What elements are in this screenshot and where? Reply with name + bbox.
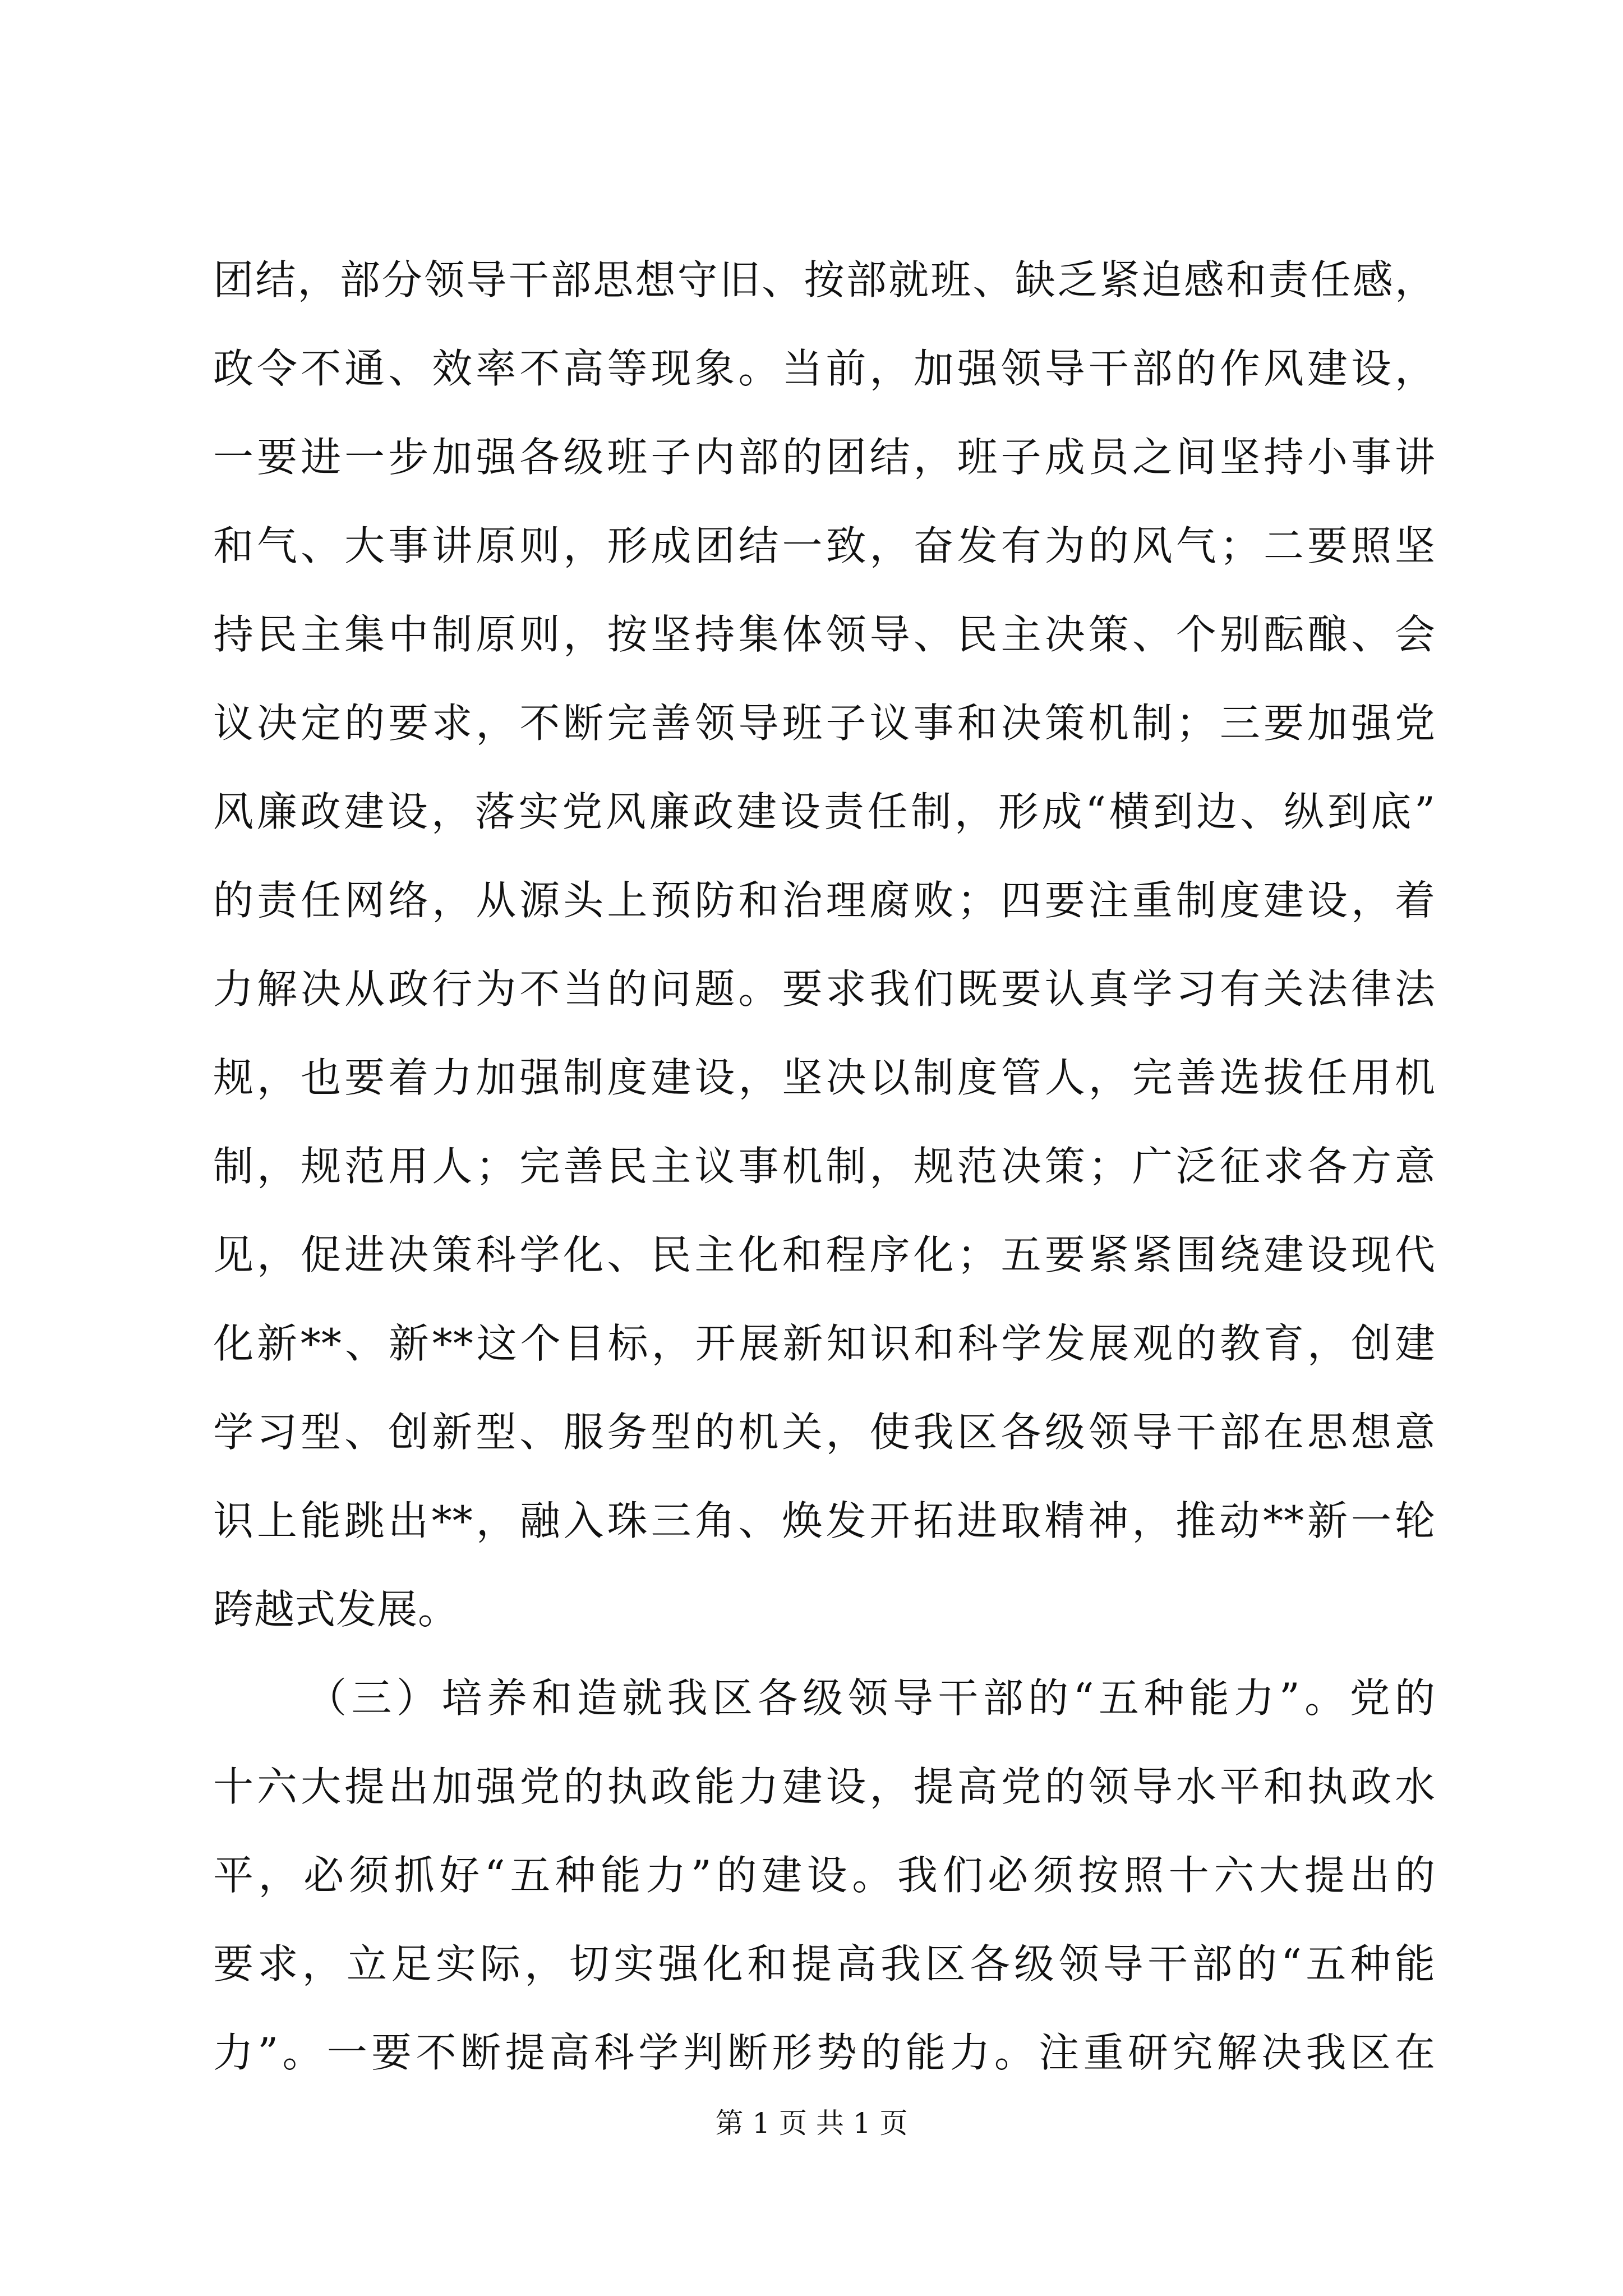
text-line: （三）培养和造就我区各级领导干部的“五种能力”。党的: [306, 1674, 1436, 1722]
text-line: 和气、大事讲原则，形成团结一致，奋发有为的风气；二要照坚: [213, 522, 1436, 569]
page-footer: [0, 2106, 1623, 2140]
text-line: 一要进一步加强各级班子内部的团结，班子成员之间坚持小事讲: [213, 434, 1436, 481]
text-line: 见，促进决策科学化、民主化和程序化；五要紧紧围绕建设现代: [213, 1231, 1436, 1278]
text-line: 学习型、创新型、服务型的机关，使我区各级领导干部在思想意: [213, 1409, 1436, 1456]
text-line: 风廉政建设，落实党风廉政建设责任制，形成“横到边、纵到底”: [213, 788, 1436, 835]
text-line: 十六大提出加强党的执政能力建设，提高党的领导水平和执政水: [213, 1763, 1436, 1810]
text-line: 力解决从政行为不当的问题。要求我们既要认真学习有关法律法: [213, 965, 1436, 1013]
page-number-label: 第 1 页 共 1 页: [715, 2107, 908, 2139]
text-line: 要求，立足实际，切实强化和提高我区各级领导干部的“五种能: [213, 1940, 1436, 1987]
text-line: 团结，部分领导干部思想守旧、按部就班、缺乏紧迫感和责任感，: [213, 256, 1436, 303]
text-line: 制，规范用人；完善民主议事机制，规范决策；广泛征求各方意: [213, 1143, 1436, 1190]
text-line: 跨越式发展。: [213, 1586, 459, 1633]
text-line: 识上能跳出**，融入珠三角、焕发开拓进取精神，推动**新一轮: [213, 1497, 1436, 1544]
text-line: 力”。一要不断提高科学判断形势的能力。注重研究解决我区在: [213, 2029, 1436, 2076]
text-line: 平，必须抓好“五种能力”的建设。我们必须按照十六大提出的: [213, 1852, 1436, 1899]
text-line: 议决定的要求，不断完善领导班子议事和决策机制；三要加强党: [213, 700, 1436, 747]
document-body: [213, 236, 1436, 2097]
text-line: 持民主集中制原则，按坚持集体领导、民主决策、个别酝酿、会: [213, 611, 1436, 658]
text-line: 化新**、新**这个目标，开展新知识和科学发展观的教育，创建: [213, 1320, 1436, 1367]
text-line: 政令不通、效率不高等现象。当前，加强领导干部的作风建设，: [213, 345, 1436, 392]
text-line: 规，也要着力加强制度建设，坚决以制度管人，完善选拔任用机: [213, 1054, 1436, 1101]
text-line: 的责任网络，从源头上预防和治理腐败；四要注重制度建设，着: [213, 877, 1436, 924]
